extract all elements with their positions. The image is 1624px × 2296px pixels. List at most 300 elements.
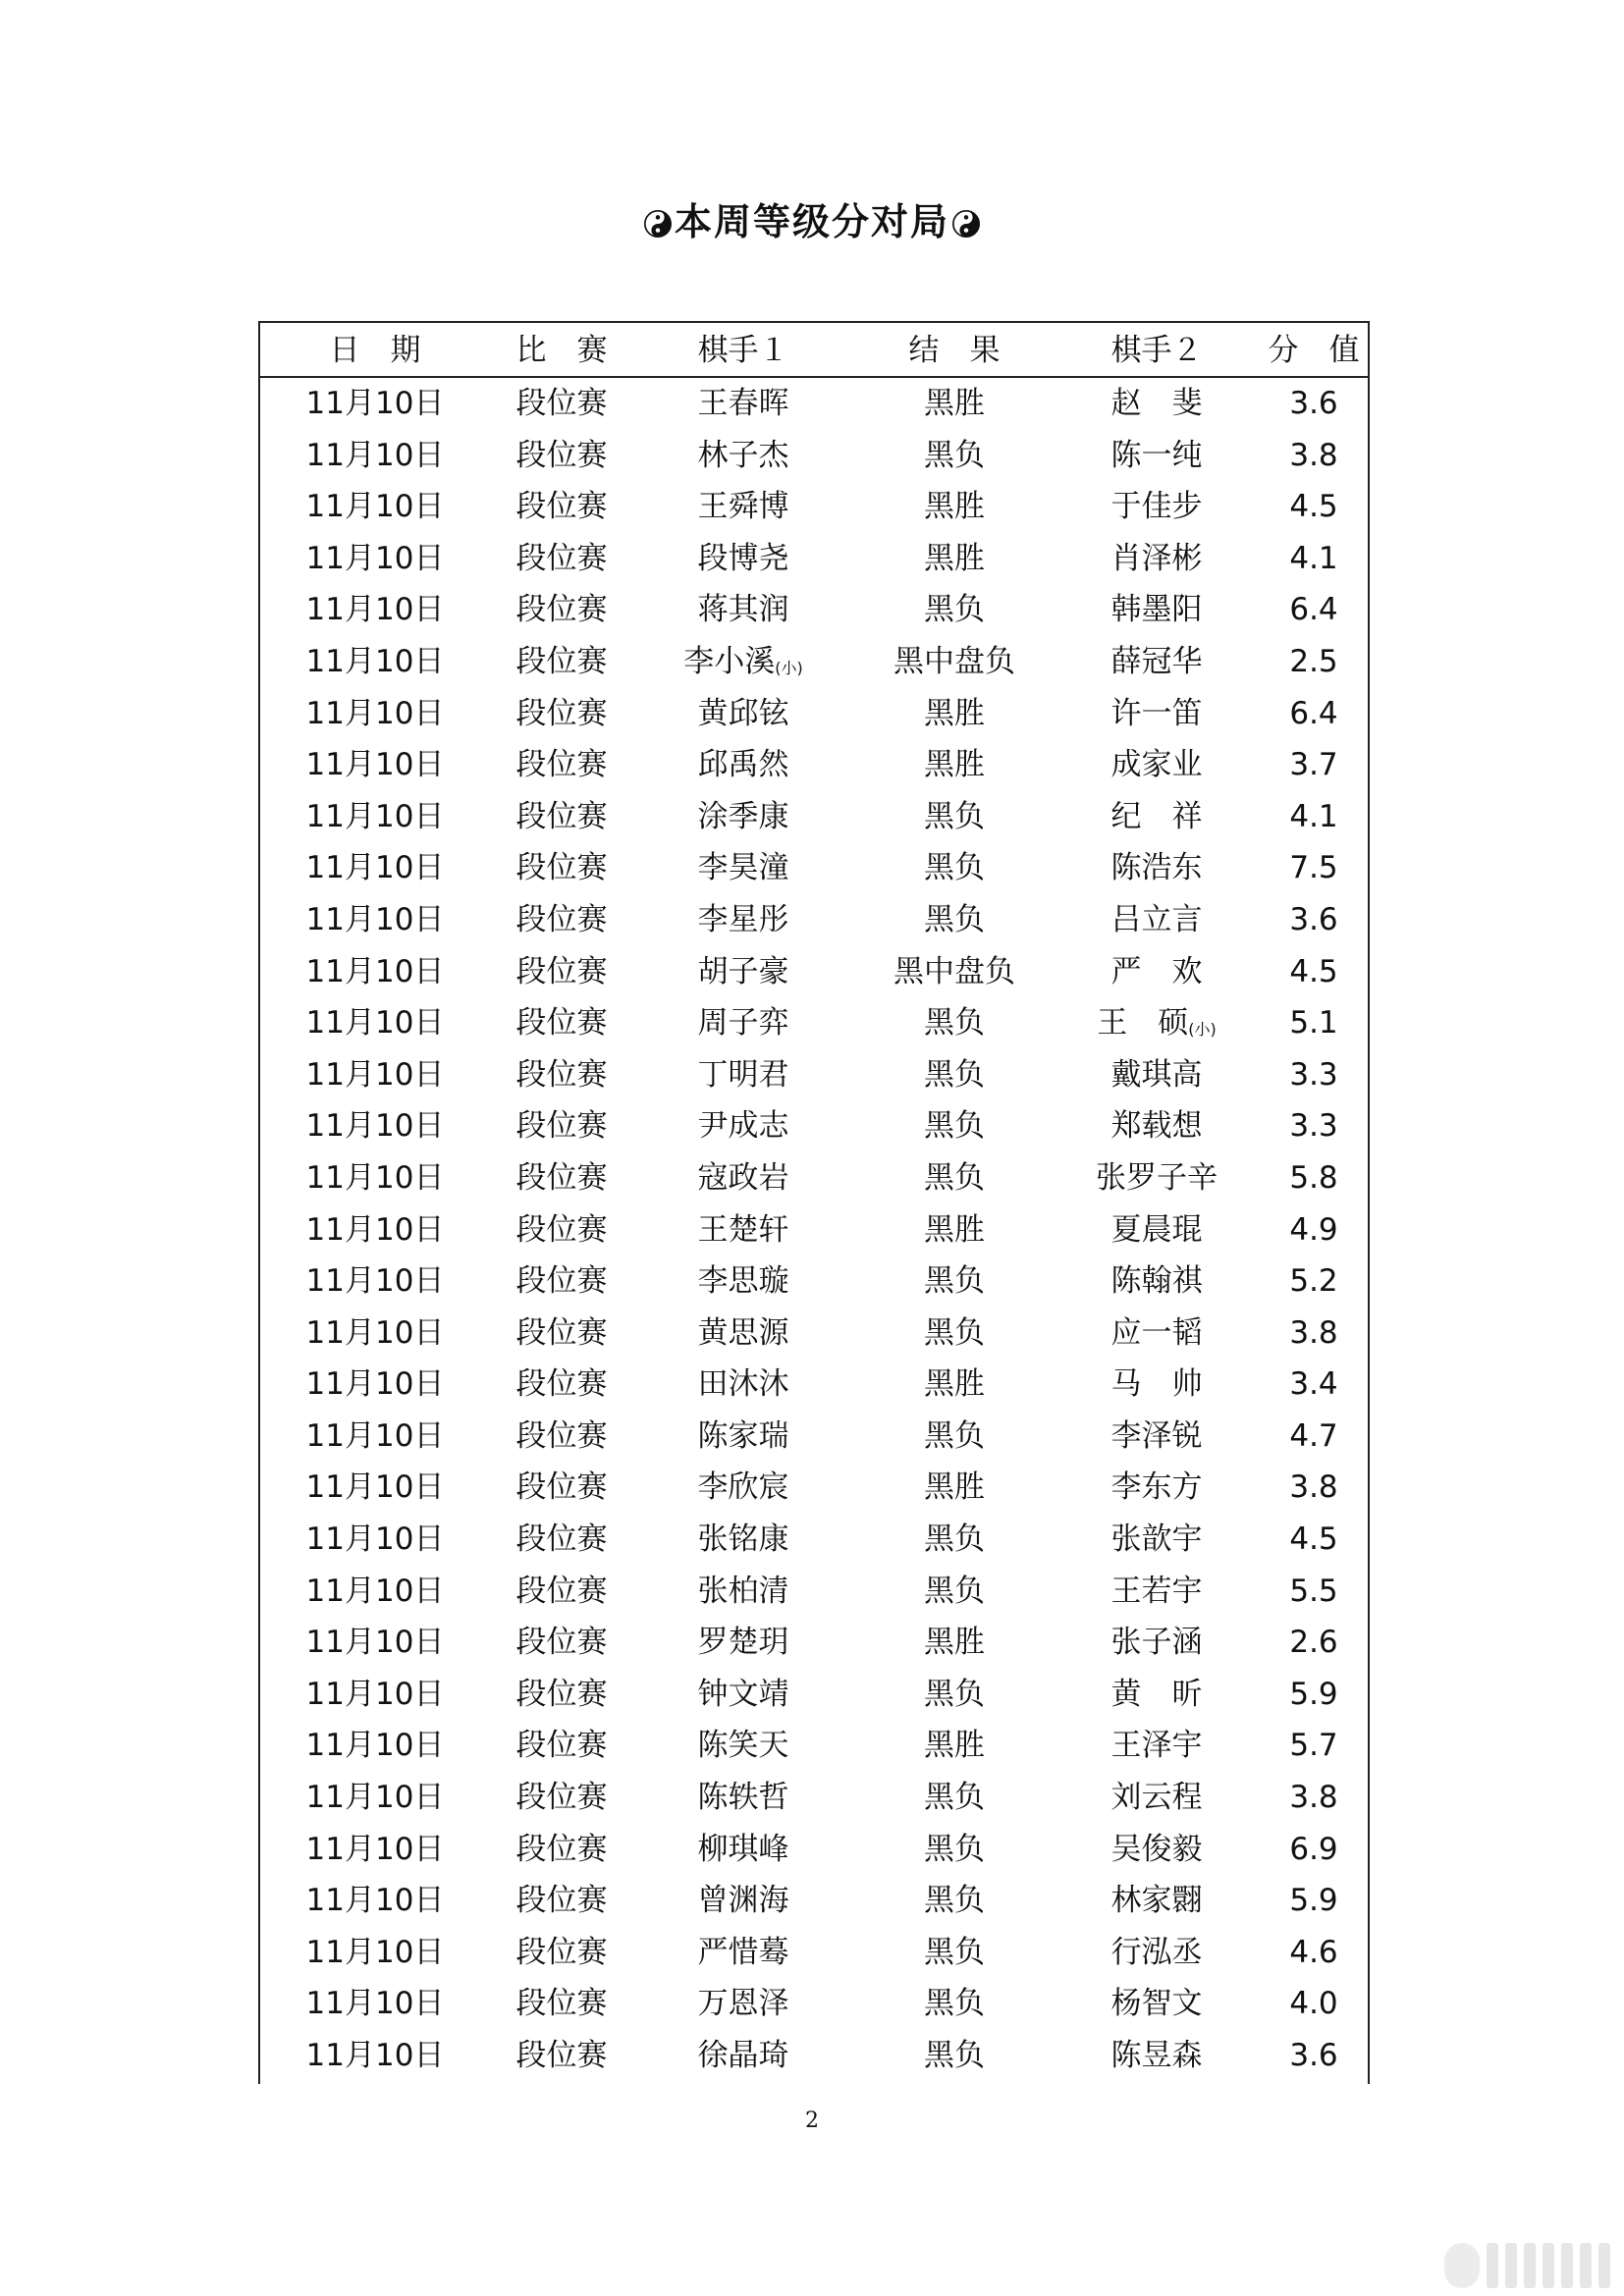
cell-player1 <box>645 1824 841 1883</box>
table-row <box>260 1927 1368 1979</box>
cell-date: 11月10日 <box>305 592 445 628</box>
cell-score: 2.6 <box>1289 1625 1338 1661</box>
cell-result: 黑负 <box>924 1056 985 1093</box>
cell-result: 黑负 <box>924 798 985 834</box>
cell-result: 黑负 <box>924 592 985 628</box>
cell-match: 段位赛 <box>515 1573 608 1609</box>
cell-date: 11月10日 <box>305 1934 445 1970</box>
cell-match: 段位赛 <box>515 1005 608 1041</box>
cell-player2 <box>1049 636 1265 695</box>
cell-date: 11月10日 <box>305 1005 445 1041</box>
player2-name: 陈翰祺 <box>1110 1263 1203 1300</box>
cell-score: 5.9 <box>1289 1676 1338 1712</box>
player2-name: 陈一纯 <box>1110 437 1203 473</box>
table-row <box>260 1617 1368 1669</box>
table-row <box>260 688 1368 740</box>
player1-name: 柳琪峰 <box>697 1831 789 1867</box>
cell-player2 <box>1049 1152 1265 1211</box>
table-row <box>260 739 1368 791</box>
player1-name: 李思璇 <box>697 1263 789 1300</box>
player2-name: 张罗子辛 <box>1096 1159 1218 1196</box>
cell-player1 <box>645 739 841 798</box>
table-row <box>260 1875 1368 1927</box>
player2-name: 吕立言 <box>1110 901 1203 937</box>
cell-score: 3.4 <box>1289 1366 1338 1403</box>
cell-score: 4.1 <box>1289 798 1338 834</box>
cell-player2 <box>1049 791 1265 850</box>
cell-player1 <box>645 1927 841 1986</box>
cell-match: 段位赛 <box>515 695 608 731</box>
cell-score: 6.4 <box>1289 592 1338 628</box>
cell-result: 黑负 <box>924 437 985 473</box>
cell-player2 <box>1049 2030 1265 2089</box>
cell-result: 黑中盘负 <box>893 643 1015 679</box>
player2-name: 赵 斐 <box>1110 386 1203 421</box>
cell-result: 黑负 <box>924 1676 985 1712</box>
table-row <box>260 1100 1368 1152</box>
table-header <box>260 323 1368 378</box>
player2-name: 应一韬 <box>1110 1314 1203 1351</box>
cell-match: 段位赛 <box>515 1417 608 1454</box>
cell-player2 <box>1049 584 1265 643</box>
cell-match: 段位赛 <box>515 2038 608 2073</box>
table-row <box>260 1720 1368 1772</box>
player1-mark: (小) <box>775 658 803 677</box>
player1-name: 黄邱铉 <box>697 695 789 731</box>
cell-score: 2.5 <box>1289 643 1338 679</box>
player1-name: 田沐沐 <box>697 1366 789 1403</box>
cell-player1 <box>645 1669 841 1728</box>
player2-name: 李东方 <box>1110 1469 1203 1506</box>
table-row <box>260 1152 1368 1204</box>
cell-match: 段位赛 <box>515 489 608 525</box>
cell-score: 4.5 <box>1289 489 1338 525</box>
cell-score: 3.6 <box>1289 901 1338 937</box>
player1-name: 寇政岩 <box>697 1159 789 1196</box>
cell-score: 5.5 <box>1289 1573 1338 1609</box>
cell-match: 段位赛 <box>515 643 608 679</box>
cell-player2 <box>1049 481 1265 540</box>
cell-date: 11月10日 <box>305 1522 445 1558</box>
cell-match: 段位赛 <box>515 386 608 421</box>
cell-player1 <box>645 1204 841 1263</box>
cell-player2 <box>1049 894 1265 953</box>
cell-match: 段位赛 <box>515 798 608 834</box>
cell-date: 11月10日 <box>305 540 445 576</box>
table-row <box>260 533 1368 585</box>
cell-player1 <box>645 842 841 901</box>
table-body <box>260 378 1368 2082</box>
table-row <box>260 1411 1368 1463</box>
cell-score: 3.3 <box>1289 1056 1338 1093</box>
player1-name: 陈轶哲 <box>697 1780 789 1816</box>
cell-score: 6.4 <box>1289 695 1338 731</box>
cell-date: 11月10日 <box>305 747 445 783</box>
player2-name: 郑载想 <box>1110 1108 1203 1145</box>
cell-player1 <box>645 1720 841 1779</box>
header-date: 日 期 <box>329 333 421 368</box>
table-row <box>260 2030 1368 2082</box>
cell-date: 11月10日 <box>305 901 445 937</box>
cell-result: 黑负 <box>924 1314 985 1351</box>
cell-result: 黑负 <box>924 2038 985 2073</box>
cell-score: 3.8 <box>1289 1469 1338 1506</box>
table-row <box>260 636 1368 688</box>
cell-player2 <box>1049 1875 1265 1934</box>
player1-name: 李欣宸 <box>697 1469 789 1506</box>
cell-match: 段位赛 <box>515 747 608 783</box>
cell-date: 11月10日 <box>305 1883 445 1919</box>
table-row <box>260 1566 1368 1618</box>
cell-match: 段位赛 <box>515 850 608 886</box>
page-title <box>0 192 1624 251</box>
player1-name: 王春晖 <box>697 386 789 421</box>
cell-player2 <box>1049 1255 1265 1314</box>
cell-match: 段位赛 <box>515 1986 608 2022</box>
cell-result: 黑胜 <box>924 747 985 783</box>
cell-result: 黑负 <box>924 1573 985 1609</box>
header-score: 分 值 <box>1268 333 1360 368</box>
cell-player1 <box>645 2030 841 2089</box>
player2-name: 黄 昕 <box>1110 1676 1203 1712</box>
cell-match: 段位赛 <box>515 592 608 628</box>
cell-player2 <box>1049 842 1265 901</box>
player1-name: 王楚轩 <box>697 1211 789 1248</box>
cell-match: 段位赛 <box>515 901 608 937</box>
cell-result: 黑胜 <box>924 1211 985 1248</box>
cell-match: 段位赛 <box>515 1056 608 1093</box>
cell-player2 <box>1049 1927 1265 1986</box>
player1-name: 周子弈 <box>697 1005 789 1041</box>
cell-result: 黑胜 <box>924 540 985 576</box>
cell-score: 7.5 <box>1289 850 1338 886</box>
cell-player2 <box>1049 430 1265 489</box>
player2-name: 薛冠华 <box>1110 643 1203 679</box>
cell-result: 黑负 <box>924 1883 985 1919</box>
cell-player2 <box>1049 1049 1265 1108</box>
cell-player1 <box>645 946 841 1005</box>
cell-score: 4.7 <box>1289 1417 1338 1454</box>
table-row <box>260 1049 1368 1101</box>
cell-result: 黑负 <box>924 1831 985 1867</box>
cell-date: 11月10日 <box>305 1728 445 1764</box>
cell-player2 <box>1049 946 1265 1005</box>
cell-score: 4.1 <box>1289 540 1338 576</box>
cell-player1 <box>645 1255 841 1314</box>
cell-player1 <box>645 791 841 850</box>
cell-score: 4.0 <box>1289 1986 1338 2022</box>
player2-name: 张子涵 <box>1110 1625 1203 1661</box>
header-player1: 棋手１ <box>697 333 789 368</box>
cell-match: 段位赛 <box>515 540 608 576</box>
cell-player2 <box>1049 378 1265 437</box>
player2-name: 张歆宇 <box>1110 1522 1203 1558</box>
header-match: 比 赛 <box>515 333 608 368</box>
cell-score: 4.9 <box>1289 1211 1338 1248</box>
cell-score: 3.6 <box>1289 386 1338 421</box>
cell-date: 11月10日 <box>305 1625 445 1661</box>
cell-date: 11月10日 <box>305 386 445 421</box>
cell-player1 <box>645 481 841 540</box>
cell-result: 黑胜 <box>924 489 985 525</box>
table-row <box>260 1359 1368 1411</box>
cell-player1 <box>645 584 841 643</box>
cell-match: 段位赛 <box>515 1676 608 1712</box>
cell-score: 5.2 <box>1289 1263 1338 1300</box>
cell-player2 <box>1049 997 1265 1056</box>
cell-player1 <box>645 1462 841 1521</box>
cell-match: 段位赛 <box>515 1522 608 1558</box>
cell-match: 段位赛 <box>515 1159 608 1196</box>
player1-name: 徐晶琦 <box>697 2038 789 2073</box>
games-table <box>258 321 1370 2084</box>
player2-name: 王 硕 <box>1097 1005 1189 1041</box>
cell-date: 11月10日 <box>305 1676 445 1712</box>
cell-player1 <box>645 688 841 747</box>
table-row <box>260 997 1368 1049</box>
player2-name: 戴琪高 <box>1110 1056 1203 1093</box>
cell-result: 黑负 <box>924 1780 985 1816</box>
cell-player2 <box>1049 1411 1265 1469</box>
cell-player2 <box>1049 1359 1265 1417</box>
header-player2: 棋手２ <box>1110 333 1203 368</box>
cell-player1 <box>645 378 841 437</box>
player1-name: 严惜蓦 <box>697 1934 789 1970</box>
cell-player2 <box>1049 1772 1265 1831</box>
cell-match: 段位赛 <box>515 1780 608 1816</box>
cell-result: 黑中盘负 <box>893 953 1015 989</box>
cell-result: 黑胜 <box>924 1469 985 1506</box>
player2-name: 李泽锐 <box>1110 1417 1203 1454</box>
player1-name: 尹成志 <box>697 1108 789 1145</box>
image-watermark-dots <box>1444 2243 1610 2288</box>
player1-name: 钟文靖 <box>697 1676 789 1712</box>
cell-date: 11月10日 <box>305 1469 445 1506</box>
cell-player1 <box>645 1617 841 1676</box>
cell-score: 3.6 <box>1289 2038 1338 2073</box>
player2-name: 肖泽彬 <box>1110 540 1203 576</box>
cell-match: 段位赛 <box>515 953 608 989</box>
cell-player2 <box>1049 1720 1265 1779</box>
cell-date: 11月10日 <box>305 953 445 989</box>
cell-match: 段位赛 <box>515 1728 608 1764</box>
cell-date: 11月10日 <box>305 1417 445 1454</box>
cell-date: 11月10日 <box>305 643 445 679</box>
table-row <box>260 1308 1368 1360</box>
cell-player1 <box>645 1308 841 1366</box>
player2-name: 刘云程 <box>1110 1780 1203 1816</box>
table-row <box>260 430 1368 482</box>
table-row <box>260 584 1368 636</box>
cell-score: 5.8 <box>1289 1159 1338 1196</box>
player2-name: 韩墨阳 <box>1110 592 1203 628</box>
cell-result: 黑胜 <box>924 1366 985 1403</box>
cell-date: 11月10日 <box>305 1573 445 1609</box>
cell-result: 黑负 <box>924 1263 985 1300</box>
cell-score: 3.3 <box>1289 1108 1338 1145</box>
cell-result: 黑胜 <box>924 386 985 421</box>
cell-score: 3.7 <box>1289 747 1338 783</box>
cell-player2 <box>1049 1100 1265 1159</box>
yin-yang-icon <box>644 210 672 238</box>
player1-name: 李昊潼 <box>697 850 789 886</box>
cell-date: 11月10日 <box>305 850 445 886</box>
cell-player2 <box>1049 1308 1265 1366</box>
cell-player1 <box>645 1152 841 1211</box>
player1-name: 陈笑天 <box>697 1728 789 1764</box>
cell-result: 黑负 <box>924 1934 985 1970</box>
table-row <box>260 946 1368 998</box>
table-row <box>260 1204 1368 1256</box>
cell-date: 11月10日 <box>305 1056 445 1093</box>
cell-date: 11月10日 <box>305 1831 445 1867</box>
cell-player1 <box>645 533 841 592</box>
cell-result: 黑负 <box>924 1986 985 2022</box>
player1-name: 林子杰 <box>697 437 789 473</box>
cell-player1 <box>645 636 841 695</box>
cell-score: 6.9 <box>1289 1831 1338 1867</box>
cell-player2 <box>1049 1669 1265 1728</box>
cell-player2 <box>1049 1824 1265 1883</box>
player2-name: 马 帅 <box>1110 1366 1203 1403</box>
cell-match: 段位赛 <box>515 1366 608 1403</box>
player1-name: 涂季康 <box>697 798 789 834</box>
cell-match: 段位赛 <box>515 1625 608 1661</box>
cell-player2 <box>1049 688 1265 747</box>
player1-name: 陈家瑞 <box>697 1417 789 1454</box>
player2-name: 王泽宇 <box>1110 1728 1203 1764</box>
table-row <box>260 842 1368 894</box>
page-number: 2 <box>805 2109 819 2133</box>
cell-player2 <box>1049 1617 1265 1676</box>
player1-name: 段博尧 <box>697 540 789 576</box>
cell-result: 黑负 <box>924 1005 985 1041</box>
table-row <box>260 791 1368 843</box>
cell-player1 <box>645 1359 841 1417</box>
cell-score: 4.5 <box>1289 953 1338 989</box>
cell-match: 段位赛 <box>515 1211 608 1248</box>
header-result: 结 果 <box>908 333 1001 368</box>
cell-player1 <box>645 1049 841 1108</box>
player2-name: 严 欢 <box>1110 953 1203 989</box>
cell-date: 11月10日 <box>305 1211 445 1248</box>
table-row <box>260 1824 1368 1876</box>
cell-result: 黑胜 <box>924 1625 985 1661</box>
cell-date: 11月10日 <box>305 2038 445 2073</box>
cell-match: 段位赛 <box>515 1108 608 1145</box>
table-row <box>260 1255 1368 1308</box>
cell-score: 5.1 <box>1289 1005 1338 1041</box>
player2-mark: (小) <box>1188 1020 1217 1040</box>
table-row <box>260 1978 1368 2030</box>
cell-date: 11月10日 <box>305 1780 445 1816</box>
table-row <box>260 1669 1368 1721</box>
player1-name: 张柏清 <box>697 1573 789 1609</box>
cell-result: 黑负 <box>924 901 985 937</box>
cell-player1 <box>645 1772 841 1831</box>
player1-name: 胡子豪 <box>697 953 789 989</box>
player2-name: 林家翾 <box>1110 1883 1203 1919</box>
cell-date: 11月10日 <box>305 437 445 473</box>
cell-player1 <box>645 894 841 953</box>
player2-name: 陈浩东 <box>1110 850 1203 886</box>
cell-score: 4.6 <box>1289 1934 1338 1970</box>
player2-name: 夏晨琨 <box>1110 1211 1203 1248</box>
player1-name: 黄思源 <box>697 1314 789 1351</box>
cell-result: 黑胜 <box>924 695 985 731</box>
cell-result: 黑负 <box>924 1108 985 1145</box>
cell-match: 段位赛 <box>515 1883 608 1919</box>
cell-player1 <box>645 1566 841 1625</box>
player1-name: 丁明君 <box>697 1056 789 1093</box>
cell-result: 黑胜 <box>924 1728 985 1764</box>
cell-date: 11月10日 <box>305 489 445 525</box>
title-text: 本周等级分对局 <box>674 199 949 243</box>
cell-date: 11月10日 <box>305 1986 445 2022</box>
table-row <box>260 1772 1368 1824</box>
cell-date: 11月10日 <box>305 695 445 731</box>
cell-player2 <box>1049 1566 1265 1625</box>
cell-player2 <box>1049 1978 1265 2037</box>
player2-name: 杨智文 <box>1110 1986 1203 2022</box>
cell-player1 <box>645 1978 841 2037</box>
player2-name: 成家业 <box>1110 747 1203 783</box>
cell-date: 11月10日 <box>305 1263 445 1300</box>
cell-result: 黑负 <box>924 1159 985 1196</box>
table-row <box>260 378 1368 430</box>
cell-result: 黑负 <box>924 1417 985 1454</box>
cell-player2 <box>1049 1514 1265 1573</box>
cell-date: 11月10日 <box>305 798 445 834</box>
cell-result: 黑负 <box>924 1522 985 1558</box>
player1-name: 罗楚玥 <box>697 1625 789 1661</box>
table-row <box>260 894 1368 946</box>
player2-name: 陈昱森 <box>1110 2038 1203 2073</box>
cell-score: 3.8 <box>1289 1314 1338 1351</box>
cell-date: 11月10日 <box>305 1159 445 1196</box>
cell-player2 <box>1049 533 1265 592</box>
player1-name: 曾渊海 <box>697 1883 789 1919</box>
player2-name: 纪 祥 <box>1110 798 1203 834</box>
player1-name: 万恩泽 <box>697 1986 789 2022</box>
player1-name: 王舜博 <box>697 489 789 525</box>
player2-name: 吴俊毅 <box>1110 1831 1203 1867</box>
cell-score: 3.8 <box>1289 1780 1338 1816</box>
cell-match: 段位赛 <box>515 1469 608 1506</box>
table-row <box>260 481 1368 533</box>
player1-name: 蒋其润 <box>697 592 789 628</box>
cell-match: 段位赛 <box>515 437 608 473</box>
player2-name: 王若宇 <box>1110 1573 1203 1609</box>
cell-date: 11月10日 <box>305 1366 445 1403</box>
cell-score: 4.5 <box>1289 1522 1338 1558</box>
cell-score: 5.7 <box>1289 1728 1338 1764</box>
table-row <box>260 1462 1368 1514</box>
player1-name: 李星彤 <box>697 901 789 937</box>
cell-player1 <box>645 1514 841 1573</box>
cell-player1 <box>645 430 841 489</box>
cell-date: 11月10日 <box>305 1314 445 1351</box>
player1-name: 张铭康 <box>697 1522 789 1558</box>
player2-name: 许一笛 <box>1110 695 1203 731</box>
cell-player2 <box>1049 1204 1265 1263</box>
cell-result: 黑负 <box>924 850 985 886</box>
cell-match: 段位赛 <box>515 1314 608 1351</box>
table-row <box>260 1514 1368 1566</box>
cell-match: 段位赛 <box>515 1934 608 1970</box>
cell-player1 <box>645 1875 841 1934</box>
cell-player2 <box>1049 739 1265 798</box>
